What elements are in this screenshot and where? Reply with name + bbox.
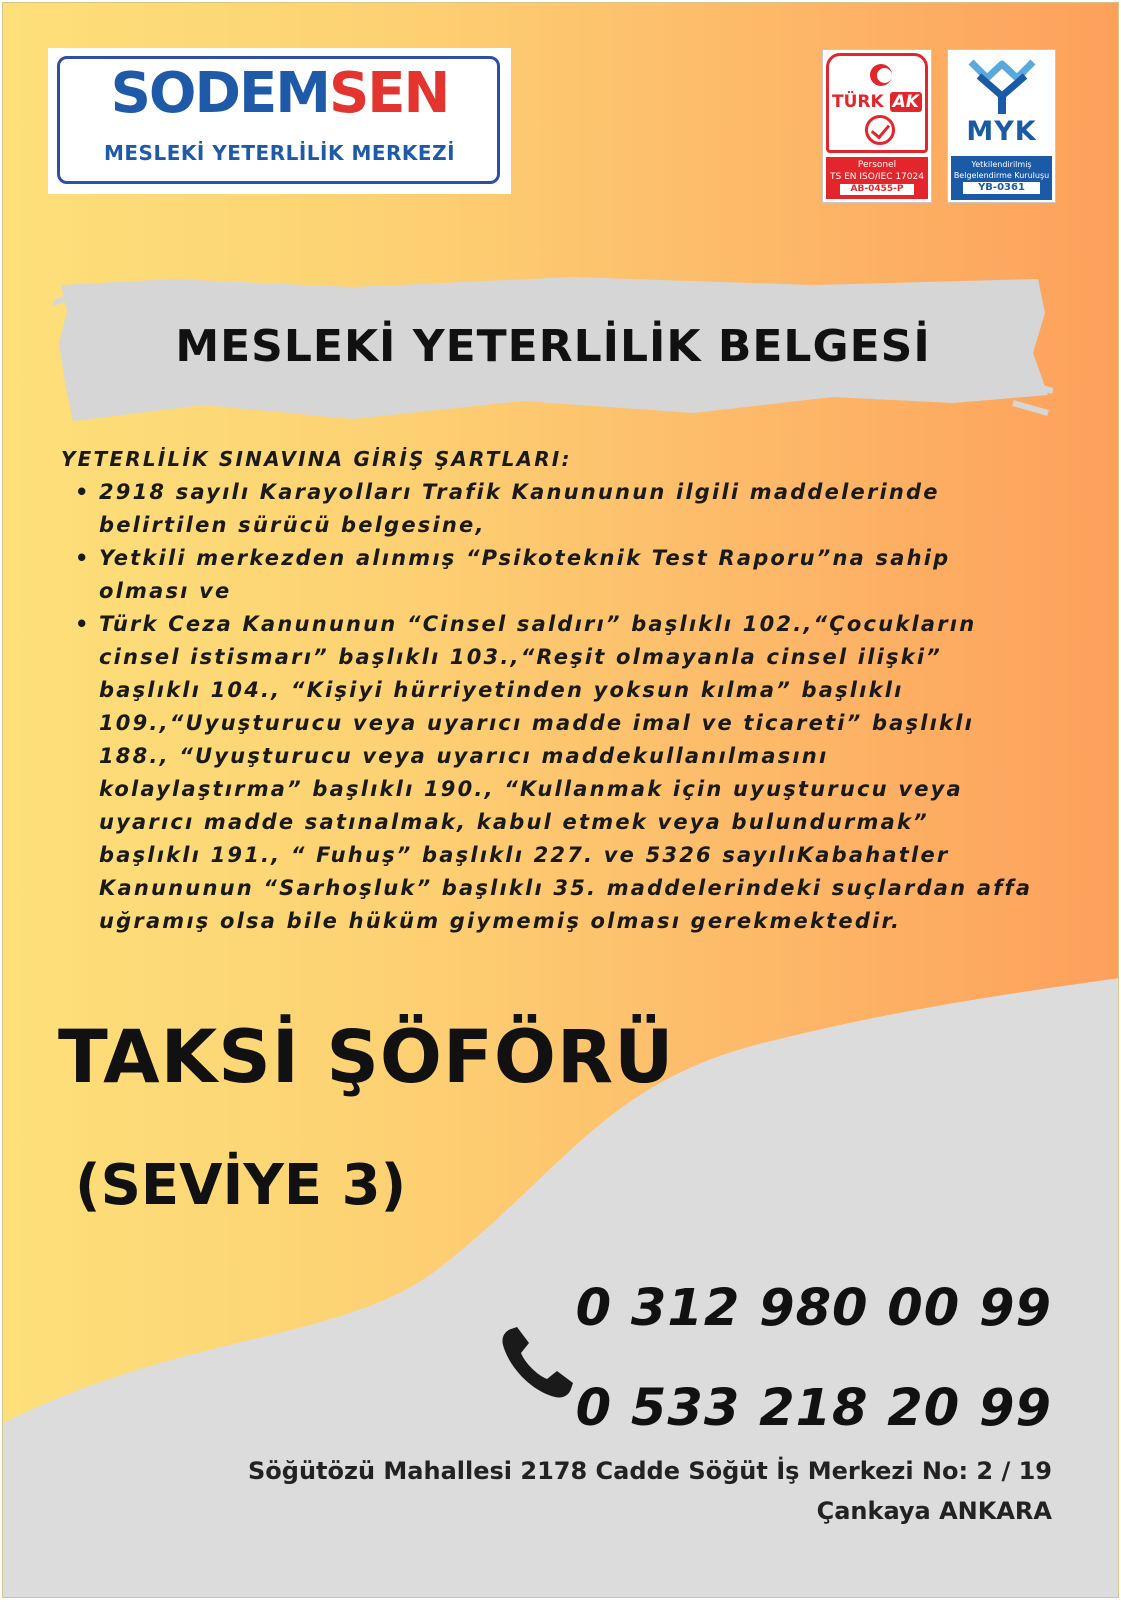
requirements-section [61,443,1061,938]
address-line-2: Çankaya ANKARA [816,1497,1052,1525]
address-line-1: Söğütözü Mahallesi 2178 Cadde Söğüt İş Merkezi No: 2 / 19 [248,1457,1052,1485]
turkak-info [826,157,928,199]
turkak-badge [822,49,932,203]
myk-code: YB-0361 [963,182,1040,194]
turkak-code: AB-0455-P [840,184,914,195]
myk-info [951,156,1052,200]
poster [2,2,1119,1598]
main-title: MESLEKİ YETERLİLİK BELGESİ [175,321,931,372]
turkak-line1: Personel [857,160,897,170]
phone-icon [497,1323,577,1403]
myk-emblem-icon [967,56,1037,116]
logo-wordmark-red: SEN [328,61,449,126]
requirement-item: • Yetkili merkezden alınmış “Psikoteknik Test Raporu”na sahip olması ve [99,542,1039,608]
turkak-line2: TS EN ISO/IEC 17024 [830,172,924,182]
requirements-list [61,476,1061,938]
myk-line2: Belgelendirme Kuruluşu [953,171,1050,180]
requirements-heading: YETERLİLİK SINAVINA GİRİŞ ŞARTLARI: [61,447,572,471]
job-title: TAKSİ ŞÖFÖRÜ [58,1015,675,1100]
turkak-name [829,92,925,112]
sodemsen-logo [48,48,511,194]
crescent-icon [870,64,892,86]
requirement-item: • 2918 sayılı Karayolları Trafik Kanununun ilgili maddelerinde belirtilen sürücü belgesine, [99,476,1039,542]
myk-badge [947,49,1056,203]
check-icon [865,115,895,145]
myk-name: MYK [966,116,1037,147]
phone-number-1[interactable]: 0 312 980 00 99 [575,1279,1052,1338]
requirement-item: • Türk Ceza Kanununun “Cinsel saldırı” başlıklı 102.,“Çocukların cinsel istismarı” başlıklı 103.,“Reşit olmayanla cinsel ilişki” başlıklı 104., “Kişiyi hürriyetinden yoksun kılma” başlıklı 109.,“Uyuşturucu veya uyarıcı madde imal ve ticareti” başlıklı 188., “Uyuşturucu veya uyarıcı maddekullanılmasını kolaylaştırma” başlıklı 190., “Kullanmak için uyuşturucu veya uyarıcı madde satınalmak, kabul etmek veya bulundurmak” başlıklı 191., “ Fuhuş” başlıklı 227. ve 5326 sayılıKabahatler Kanununun “Sarhoşluk” başlıklı 35. maddelerindeki suçlardan affa uğramış olsa bile hüküm giymemiş olması gerekmektedir. [99,608,1039,938]
logo-wordmark [48,61,511,126]
turkak-name-part2: AK [890,92,922,112]
turkak-emblem [826,53,928,153]
turkak-name-part1: TÜRK [832,92,884,112]
address [248,1451,1052,1531]
logo-tagline: MESLEKİ YETERLİLİK MERKEZİ [103,141,456,165]
job-level: (SEVİYE 3) [75,1153,407,1218]
myk-line1: Yetkilendirilmiş [971,160,1032,169]
phone-number-2[interactable]: 0 533 218 20 99 [575,1379,1052,1438]
logo-wordmark-blue: SODEM [110,61,329,126]
